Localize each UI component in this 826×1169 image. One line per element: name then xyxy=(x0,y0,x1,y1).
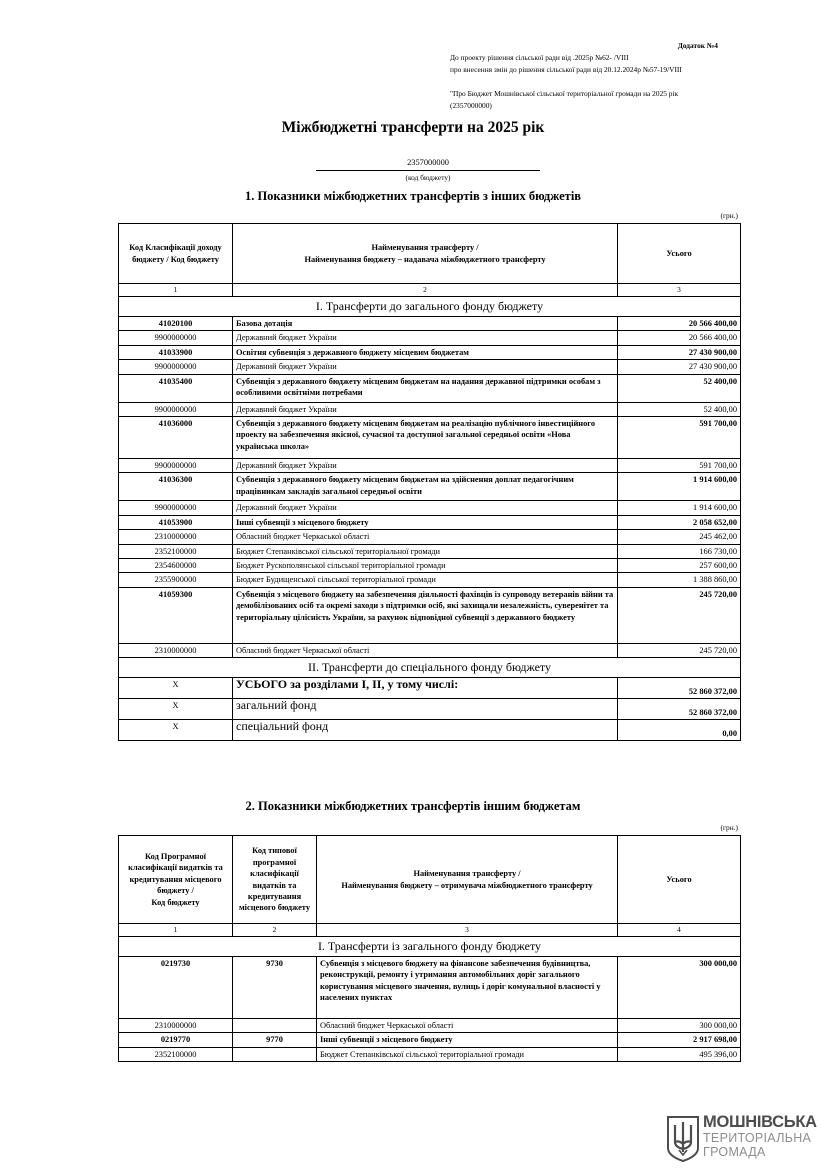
row-name: Державний бюджет України xyxy=(233,501,618,515)
total-amount: 52 860 372,00 xyxy=(618,678,741,699)
row-name: Базова дотація xyxy=(233,317,618,331)
total-row xyxy=(119,720,741,741)
header-line-4: (2357000000) xyxy=(450,101,492,110)
column-number: 2 xyxy=(233,924,317,937)
table-row xyxy=(119,459,741,473)
row-name: Інші субвенції з місцевого бюджету xyxy=(233,515,618,529)
row-code: 41036000 xyxy=(119,417,233,459)
row-code: 41020100 xyxy=(119,317,233,331)
total-label: спеціальний фонд xyxy=(233,720,618,741)
row-typical-code: 9770 xyxy=(233,1033,317,1047)
row-code: 9900000000 xyxy=(119,331,233,345)
addendum-number: Додаток №4 xyxy=(677,41,718,50)
row-name: Бюджет Будищенської сільської територіальної громади xyxy=(233,573,618,587)
table-row xyxy=(119,573,741,587)
row-amount: 591 700,00 xyxy=(618,417,741,459)
row-code: 0219730 xyxy=(119,957,233,1019)
row-amount: 245 462,00 xyxy=(618,530,741,544)
budget-code-caption: (код бюджету) xyxy=(405,173,451,182)
community-logo xyxy=(666,1112,816,1164)
row-name: Обласний бюджет Черкаської області xyxy=(233,530,618,544)
part1-title: I. Трансферти до загального фонду бюджету xyxy=(119,297,741,317)
row-name: Субвенція з місцевого бюджету на фінансове забезпечення будівництва, реконструкції, ремонту і утримання автомобільних доріг загального користування місцевого значення, вулиць і доріг комунальної власності у населених пунктах xyxy=(317,957,618,1019)
part2-title: II. Трансферти до спеціального фонду бюджету xyxy=(119,658,741,678)
row-amount: 245 720,00 xyxy=(618,587,741,643)
row-amount: 2 058 652,00 xyxy=(618,515,741,529)
total-code: X xyxy=(119,678,233,699)
row-typical-code xyxy=(233,1047,317,1061)
table-row xyxy=(119,1047,741,1061)
row-amount: 1 914 600,00 xyxy=(618,501,741,515)
row-name: Державний бюджет України xyxy=(233,331,618,345)
row-amount: 495 396,00 xyxy=(618,1047,741,1061)
row-code: 2355900000 xyxy=(119,573,233,587)
row-name: Обласний бюджет Черкаської області xyxy=(233,643,618,657)
row-name: Субвенція з державного бюджету місцевим бюджетам на надання державної підтримки особам з особливими освітніми потребами xyxy=(233,374,618,402)
table-row xyxy=(119,345,741,359)
document-header xyxy=(450,40,780,112)
table-row xyxy=(119,530,741,544)
row-amount: 27 430 900,00 xyxy=(618,345,741,359)
row-name: Державний бюджет України xyxy=(233,360,618,374)
header-typical-code: Код типової програмної класифікації видатків та кредитування місцевого бюджету xyxy=(233,836,317,924)
header-code: Код Класифікації доходу бюджету / Код бюджету xyxy=(119,224,233,284)
row-code: 41053900 xyxy=(119,515,233,529)
row-name: Державний бюджет України xyxy=(233,402,618,416)
table-row xyxy=(119,317,741,331)
row-amount: 52 400,00 xyxy=(618,402,741,416)
part1-title: I. Трансферти із загального фонду бюджету xyxy=(119,937,741,957)
incoming-transfers-table xyxy=(118,223,741,741)
table-row xyxy=(119,473,741,501)
trident-emblem-icon xyxy=(666,1114,700,1162)
header-line-1: До проекту рішення сільської ради від .2025р №62- /VIII xyxy=(450,53,629,62)
row-amount: 27 430 900,00 xyxy=(618,360,741,374)
table-row xyxy=(119,544,741,558)
table-row xyxy=(119,331,741,345)
row-name: Інші субвенції з місцевого бюджету xyxy=(317,1033,618,1047)
row-typical-code: 9730 xyxy=(233,957,317,1019)
total-code: X xyxy=(119,699,233,720)
table-row xyxy=(119,587,741,643)
row-code: 9900000000 xyxy=(119,459,233,473)
total-label: загальний фонд xyxy=(233,699,618,720)
budget-code: 2357000000 xyxy=(316,157,540,171)
total-row xyxy=(119,699,741,720)
table-row xyxy=(119,559,741,573)
table-row xyxy=(119,501,741,515)
header-total: Усього xyxy=(618,224,741,284)
row-amount: 1 914 600,00 xyxy=(618,473,741,501)
column-number: 4 xyxy=(618,924,741,937)
section2-unit: (грн.) xyxy=(720,823,738,832)
total-code: X xyxy=(119,720,233,741)
table-row xyxy=(119,374,741,402)
document-title: Міжбюджетні трансферти на 2025 рік xyxy=(281,119,545,136)
total-amount: 0,00 xyxy=(618,720,741,741)
row-typical-code xyxy=(233,1019,317,1033)
logo-line-1: ТЕРИТОРІАЛЬНА xyxy=(703,1131,812,1145)
row-name: Бюджет Степанківської сільської територіальної громади xyxy=(233,544,618,558)
table-row xyxy=(119,957,741,1019)
row-amount: 300 000,00 xyxy=(618,957,741,1019)
row-code: 2310000000 xyxy=(119,530,233,544)
row-code: 2310000000 xyxy=(119,643,233,657)
row-code: 41036300 xyxy=(119,473,233,501)
table-row xyxy=(119,643,741,657)
section1-title: 1. Показники міжбюджетних трансфертів з інших бюджетів xyxy=(244,189,582,203)
row-code: 41035400 xyxy=(119,374,233,402)
row-amount: 20 566 400,00 xyxy=(618,317,741,331)
row-code: 41059300 xyxy=(119,587,233,643)
row-code: 41033900 xyxy=(119,345,233,359)
header-total: Усього xyxy=(618,836,741,924)
column-number: 1 xyxy=(119,924,233,937)
row-code: 9900000000 xyxy=(119,360,233,374)
row-amount: 591 700,00 xyxy=(618,459,741,473)
row-amount: 2 917 698,00 xyxy=(618,1033,741,1047)
row-amount: 245 720,00 xyxy=(618,643,741,657)
column-number: 3 xyxy=(317,924,618,937)
row-name: Освітня субвенція з державного бюджету місцевим бюджетам xyxy=(233,345,618,359)
row-amount: 166 730,00 xyxy=(618,544,741,558)
row-name: Бюджет Рускополянської сільської територіальної громади xyxy=(233,559,618,573)
table-row xyxy=(119,515,741,529)
row-name: Державний бюджет України xyxy=(233,459,618,473)
budget-code-block xyxy=(316,157,540,184)
outgoing-transfers-table xyxy=(118,835,741,1062)
row-code: 2354600000 xyxy=(119,559,233,573)
row-amount: 20 566 400,00 xyxy=(618,331,741,345)
row-code: 0219770 xyxy=(119,1033,233,1047)
row-name: Бюджет Степанківської сільської територіальної громади xyxy=(317,1047,618,1061)
column-number: 2 xyxy=(233,284,618,297)
column-number: 3 xyxy=(618,284,741,297)
table-row xyxy=(119,1033,741,1047)
row-name: Субвенція з державного бюджету місцевим бюджетам на здійснення доплат педагогічним працівникам закладів загальної середньої освіти xyxy=(233,473,618,501)
table-row xyxy=(119,1019,741,1033)
table-row xyxy=(119,360,741,374)
logo-name: МОШНІВСЬКА xyxy=(703,1113,817,1131)
row-code: 2352100000 xyxy=(119,1047,233,1061)
total-label: УСЬОГО за розділами І, ІІ, у тому числі: xyxy=(233,678,618,699)
total-amount: 52 860 372,00 xyxy=(618,699,741,720)
column-number: 1 xyxy=(119,284,233,297)
row-name: Обласний бюджет Черкаської області xyxy=(317,1019,618,1033)
row-name: Субвенція з місцевого бюджету на забезпечення діяльності фахівців із супроводу ветеранів війни та демобілізованих осіб та окремі заходи з підтримки осіб, які захищали незалежність, суверенітет та територіальну цілісність України, за рахунок відповідної субвенції з державного бюджету xyxy=(233,587,618,643)
header-program-code: Код Програмної класифікації видатків та кредитування місцевого бюджету / Код бюджету xyxy=(119,836,233,924)
header-name: Найменування трансферту / Найменування бюджету – надавача міжбюджетного трансферту xyxy=(233,224,618,284)
section2-title: 2. Показники міжбюджетних трансфертів іншим бюджетам xyxy=(245,799,581,813)
section1-unit: (грн.) xyxy=(720,211,738,220)
row-amount: 52 400,00 xyxy=(618,374,741,402)
total-row xyxy=(119,678,741,699)
header-line-2: про внесення змін до рішення сільської ради від 20.12.2024р №57-19/VIII xyxy=(450,65,682,74)
row-code: 9900000000 xyxy=(119,402,233,416)
header-line-3: "Про Бюджет Мошнівської сільської територіальної громади на 2025 рік xyxy=(450,89,679,98)
table-row xyxy=(119,417,741,459)
table-row xyxy=(119,402,741,416)
row-code: 2310000000 xyxy=(119,1019,233,1033)
row-code: 9900000000 xyxy=(119,501,233,515)
logo-line-2: ГРОМАДА xyxy=(703,1145,766,1159)
row-amount: 1 388 860,00 xyxy=(618,573,741,587)
row-amount: 300 000,00 xyxy=(618,1019,741,1033)
row-name: Субвенція з державного бюджету місцевим бюджетам на реалізацію публічного інвестиційного проекту на забезпечення якісної, сучасної та доступної загальної середньої освіти «Нова українська школа» xyxy=(233,417,618,459)
row-amount: 257 600,00 xyxy=(618,559,741,573)
header-name: Найменування трансферту / Найменування бюджету – отримувача міжбюджетного трансферту xyxy=(317,836,618,924)
row-code: 2352100000 xyxy=(119,544,233,558)
